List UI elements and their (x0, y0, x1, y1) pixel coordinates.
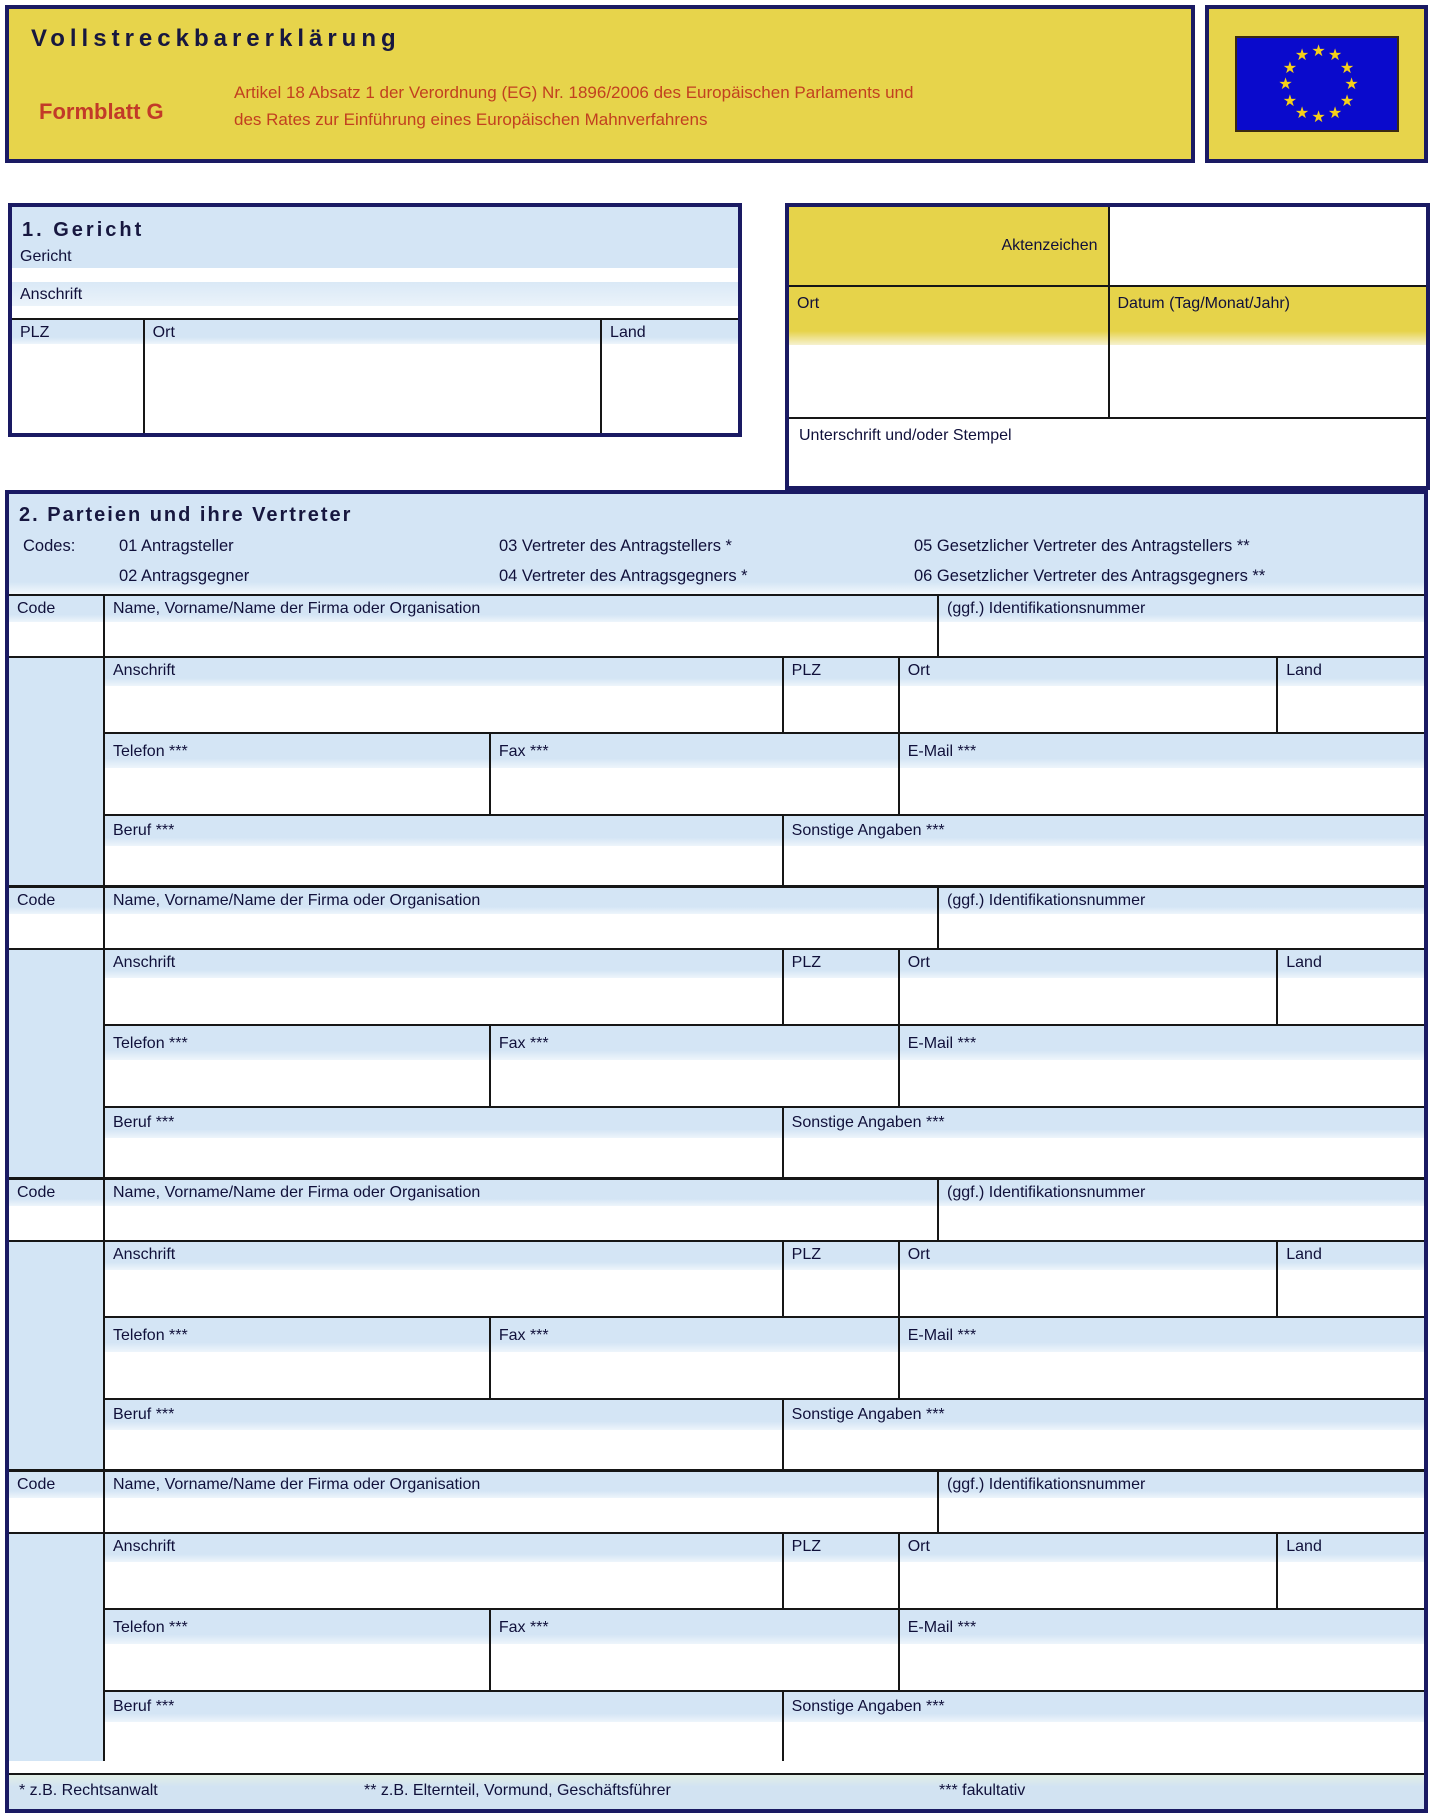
code-item-02: 02 Antragsgegner (119, 567, 250, 585)
party-email-input[interactable] (900, 1060, 1424, 1106)
party-phone-input[interactable] (105, 1352, 489, 1398)
date-label: Datum (Tag/Monat/Jahr) (1110, 287, 1427, 345)
form-subtitle (234, 79, 913, 133)
party-profession-input[interactable] (105, 1722, 782, 1761)
party-other-label: Sonstige Angaben *** (784, 1108, 1424, 1138)
party-country-input[interactable] (1278, 1562, 1424, 1608)
party-name-input[interactable] (105, 914, 937, 948)
party-postcode-label: PLZ (784, 1534, 898, 1562)
party-profession-input[interactable] (105, 1430, 782, 1469)
party-email-label: E-Mail *** (900, 734, 1424, 768)
party-email-label: E-Mail *** (900, 1610, 1424, 1644)
party-address-input[interactable] (105, 1270, 782, 1316)
footnotes (9, 1773, 1424, 1809)
section-court-title: 1. Gericht (22, 219, 145, 241)
party-code-input[interactable] (9, 1206, 103, 1240)
court-postcode-label: PLZ (12, 320, 143, 344)
star-icon: ★ (1344, 76, 1359, 93)
party-id-input[interactable] (939, 622, 1424, 656)
party-fax-label: Fax *** (491, 1318, 898, 1352)
party-id-input[interactable] (939, 1498, 1424, 1532)
party-fax-label: Fax *** (491, 1610, 898, 1644)
party-code-label: Code (9, 1472, 103, 1498)
party-other-input[interactable] (784, 846, 1424, 885)
party-fax-label: Fax *** (491, 1026, 898, 1060)
page-title: Vollstreckbarerklärung (31, 25, 401, 52)
form-header (5, 5, 1195, 163)
party-city-label: Ort (900, 1534, 1277, 1562)
party-profession-input[interactable] (105, 846, 782, 885)
party-block (9, 885, 1424, 1177)
party-country-input[interactable] (1278, 1270, 1424, 1316)
party-fax-input[interactable] (491, 768, 898, 814)
party-id-label: (ggf.) Identifikationsnummer (939, 1472, 1424, 1498)
party-address-label: Anschrift (105, 1534, 782, 1562)
party-fax-input[interactable] (491, 1644, 898, 1690)
party-city-input[interactable] (900, 1270, 1277, 1316)
party-code-input[interactable] (9, 914, 103, 948)
party-country-label: Land (1278, 1242, 1424, 1270)
section-parties (5, 490, 1428, 1813)
star-icon: ★ (1327, 104, 1343, 122)
party-address-label: Anschrift (105, 950, 782, 978)
party-postcode-label: PLZ (784, 658, 898, 686)
file-number-input[interactable] (1108, 207, 1427, 285)
star-icon: ★ (1294, 47, 1310, 65)
party-code-column (9, 950, 105, 1177)
file-number-label: Aktenzeichen (789, 207, 1108, 285)
code-item-03: 03 Vertreter des Antragstellers * (499, 537, 732, 555)
party-city-label: Ort (900, 1242, 1277, 1270)
party-block (9, 1469, 1424, 1761)
party-email-input[interactable] (900, 768, 1424, 814)
party-country-input[interactable] (1278, 978, 1424, 1024)
party-city-input[interactable] (900, 686, 1277, 732)
party-email-input[interactable] (900, 1352, 1424, 1398)
party-blocks (9, 596, 1424, 1761)
party-profession-input[interactable] (105, 1138, 782, 1177)
party-code-column (9, 1534, 105, 1761)
court-address-input[interactable] (12, 306, 738, 318)
party-name-input[interactable] (105, 1206, 937, 1240)
party-country-label: Land (1278, 658, 1424, 686)
court-country-label: Land (602, 320, 738, 344)
court-city-label: Ort (145, 320, 600, 344)
code-item-01: 01 Antragsteller (119, 537, 234, 555)
party-postcode-input[interactable] (784, 686, 898, 732)
case-reference-box (785, 203, 1430, 490)
party-name-label: Name, Vorname/Name der Firma oder Organisation (105, 1180, 937, 1206)
party-postcode-label: PLZ (784, 950, 898, 978)
section-parties-title: 2. Parteien und ihre Vertreter (19, 504, 353, 526)
party-code-label: Code (9, 596, 103, 622)
party-country-label: Land (1278, 950, 1424, 978)
party-phone-input[interactable] (105, 1644, 489, 1690)
eu-flag-icon (1235, 36, 1399, 132)
place-label: Ort (789, 287, 1108, 345)
party-name-label: Name, Vorname/Name der Firma oder Organisation (105, 1472, 937, 1498)
form-number-label: Formblatt G (39, 99, 164, 124)
date-input[interactable] (1110, 345, 1427, 417)
party-postcode-input[interactable] (784, 978, 898, 1024)
star-icon: ★ (1339, 59, 1355, 77)
star-icon: ★ (1311, 109, 1326, 126)
party-block (9, 596, 1424, 885)
signature-area[interactable] (789, 445, 1426, 486)
star-icon: ★ (1282, 92, 1298, 110)
party-profession-label: Beruf *** (105, 816, 782, 846)
party-address-input[interactable] (105, 686, 782, 732)
party-phone-input[interactable] (105, 768, 489, 814)
party-id-label: (ggf.) Identifikationsnummer (939, 888, 1424, 914)
party-other-label: Sonstige Angaben *** (784, 1400, 1424, 1430)
star-icon: ★ (1282, 59, 1298, 77)
court-name-input[interactable] (12, 268, 738, 282)
party-phone-label: Telefon *** (105, 1026, 489, 1060)
party-id-input[interactable] (939, 1206, 1424, 1240)
party-code-column (9, 1242, 105, 1469)
party-city-input[interactable] (900, 1562, 1277, 1608)
party-code-label: Code (9, 888, 103, 914)
star-icon: ★ (1294, 104, 1310, 122)
code-item-04: 04 Vertreter des Antragsgegners * (499, 567, 748, 585)
party-phone-input[interactable] (105, 1060, 489, 1106)
signature-label: Unterschrift und/oder Stempel (789, 419, 1426, 445)
party-phone-label: Telefon *** (105, 1610, 489, 1644)
party-email-input[interactable] (900, 1644, 1424, 1690)
party-fax-input[interactable] (491, 1352, 898, 1398)
party-name-input[interactable] (105, 1498, 937, 1532)
place-input[interactable] (789, 345, 1108, 417)
star-icon: ★ (1339, 92, 1355, 110)
party-block (9, 1177, 1424, 1469)
party-code-input[interactable] (9, 622, 103, 656)
party-id-input[interactable] (939, 914, 1424, 948)
party-id-label: (ggf.) Identifikationsnummer (939, 596, 1424, 622)
party-country-label: Land (1278, 1534, 1424, 1562)
party-address-input[interactable] (105, 1562, 782, 1608)
party-other-label: Sonstige Angaben *** (784, 1692, 1424, 1722)
party-code-column (9, 658, 105, 885)
section-court (8, 203, 742, 437)
court-address-label: Anschrift (20, 286, 83, 303)
party-other-input[interactable] (784, 1430, 1424, 1469)
party-address-input[interactable] (105, 978, 782, 1024)
form-subtitle-line1: Artikel 18 Absatz 1 der Verordnung (EG) Nr. 1896/2006 des Europäischen Parlaments und (234, 83, 914, 102)
party-code-input[interactable] (9, 1498, 103, 1532)
party-phone-label: Telefon *** (105, 734, 489, 768)
codes-label: Codes: (23, 537, 76, 555)
party-postcode-input[interactable] (784, 1562, 898, 1608)
court-postcode-input[interactable] (12, 344, 143, 433)
party-phone-label: Telefon *** (105, 1318, 489, 1352)
party-postcode-input[interactable] (784, 1270, 898, 1316)
party-address-label: Anschrift (105, 1242, 782, 1270)
footnote-1: * z.B. Rechtsanwalt (19, 1782, 158, 1799)
star-icon: ★ (1311, 43, 1326, 60)
party-city-label: Ort (900, 658, 1277, 686)
party-profession-label: Beruf *** (105, 1400, 782, 1430)
party-other-input[interactable] (784, 1138, 1424, 1177)
form-subtitle-line2: des Rates zur Einführung eines Europäischen Mahnverfahrens (234, 110, 708, 129)
court-name-label: Gericht (20, 248, 72, 265)
code-item-05: 05 Gesetzlicher Vertreter des Antragstellers ** (914, 537, 1250, 555)
party-email-label: E-Mail *** (900, 1026, 1424, 1060)
court-city-input[interactable] (145, 344, 600, 433)
star-icon: ★ (1327, 47, 1343, 65)
party-email-label: E-Mail *** (900, 1318, 1424, 1352)
party-country-input[interactable] (1278, 686, 1424, 732)
party-other-label: Sonstige Angaben *** (784, 816, 1424, 846)
party-city-label: Ort (900, 950, 1277, 978)
party-name-label: Name, Vorname/Name der Firma oder Organisation (105, 596, 937, 622)
party-id-label: (ggf.) Identifikationsnummer (939, 1180, 1424, 1206)
party-profession-label: Beruf *** (105, 1692, 782, 1722)
party-fax-label: Fax *** (491, 734, 898, 768)
footnote-3: *** fakultativ (939, 1782, 1026, 1799)
party-city-input[interactable] (900, 978, 1277, 1024)
party-address-label: Anschrift (105, 658, 782, 686)
footnote-2: ** z.B. Elternteil, Vormund, Geschäftsführer (364, 1782, 671, 1799)
court-country-input[interactable] (602, 344, 738, 433)
party-name-input[interactable] (105, 622, 937, 656)
party-code-label: Code (9, 1180, 103, 1206)
party-fax-input[interactable] (491, 1060, 898, 1106)
code-item-06: 06 Gesetzlicher Vertreter des Antragsgegners ** (914, 567, 1266, 585)
party-codes-legend (9, 494, 1424, 596)
party-postcode-label: PLZ (784, 1242, 898, 1270)
party-other-input[interactable] (784, 1722, 1424, 1761)
eu-flag-box (1205, 5, 1428, 163)
party-profession-label: Beruf *** (105, 1108, 782, 1138)
party-name-label: Name, Vorname/Name der Firma oder Organisation (105, 888, 937, 914)
star-icon: ★ (1278, 76, 1293, 93)
